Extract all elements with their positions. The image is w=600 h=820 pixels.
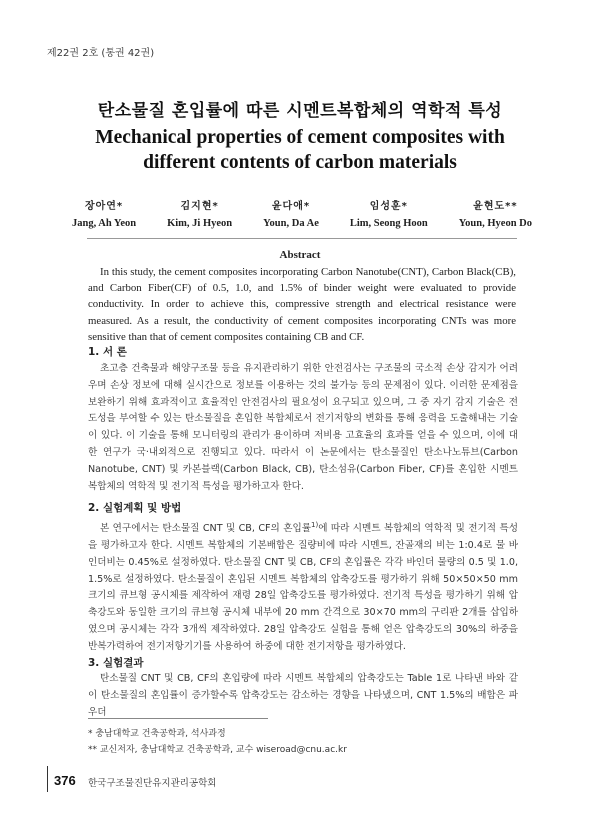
section-text-methods: [88, 517, 518, 656]
author: [459, 197, 532, 229]
author-english-name: Kim, Ji Hyeon: [167, 218, 233, 229]
author-english-name: Jang, Ah Yeon: [72, 218, 137, 229]
korean-title: 탄소물질 혼입률에 따른 시멘트복합체의 역학적 특성: [97, 101, 503, 121]
section-heading-results: 3. 실험결과: [88, 657, 144, 669]
methods-text-start: 본 연구에서는 탄소물질 CNT 및 CB, CF의 혼입률: [100, 523, 312, 535]
author-english-name: Youn, Hyeon Do: [458, 218, 532, 229]
reference-marker: 1): [311, 521, 319, 529]
author-korean-name: 김지현*: [180, 201, 219, 212]
page-number: 376: [54, 773, 76, 788]
author: [72, 197, 136, 229]
footnote-divider: [88, 718, 268, 719]
footnote-corresponding-author: ** 교신저자, 충남대학교 건축공학과, 교수 wiseroad@cnu.ac.kr: [88, 745, 347, 755]
author: [350, 197, 428, 229]
author-korean-name: 장아연*: [84, 201, 124, 212]
issue-info: 제22권 2호 (통권 42권): [47, 48, 155, 59]
english-title: Mechanical properties of cement composites with different contents of carbon materials: [95, 127, 505, 173]
abstract-heading: Abstract: [279, 249, 321, 261]
section-heading-methods: 2. 실험계획 및 방법: [88, 502, 182, 514]
journal-name: 한국구조물진단유지관리공학회: [88, 778, 217, 789]
author-list: [72, 197, 532, 229]
author: [263, 197, 319, 229]
footer-bar: [47, 766, 48, 792]
author-korean-name: 임성훈*: [369, 201, 408, 212]
author: [167, 197, 232, 229]
author-korean-name: 윤다애*: [271, 201, 311, 212]
author-korean-name: 윤현도**: [473, 201, 518, 212]
section-heading-introduction: 1. 서 론: [88, 346, 127, 358]
methods-text-rest: 에 따라 시멘트 복합체의 역학적 및 전기적 특성을 평가하고자 한다. 시멘트 복합체의 기본배합은 질량비에 따라 시멘트, 잔골재의 비는 1:0.4로 물 바인더비는 0.45%로 설정하였다. 탄소물질 CNT 및 CB, CF의 혼입률은 각각 바인더 물량의 0.5 및 1.0, 1.5%로 설정하였다. 탄소물질이 혼입된 시멘트 복합체의 압축강도를 평가하기 위해 50×50×50 mm 크기의 큐브형 공시체를 제작하여 재령 28일 압축강도를 평가하였다. 전기적 특성을 평가하기 위해 압축강도와 동일한 크기의 큐브형 공시체 내부에 20 mm 간격으로 30×70 mm의 구리판 2개를 삽입하였으며 공시체는 각각 3개씩 제작하였다. 28일 압축강도 실험을 통해 얻은 압축강도의 30%의 하중을 반복가력하여 전기저항기기를 사용하여 하중에 대한 전기저항을 평가하였다.: [88, 523, 518, 652]
author-english-name: Lim, Seong Hoon: [349, 218, 428, 229]
author-english-name: Youn, Da Ae: [263, 218, 319, 229]
section-text-results: 탄소물질 CNT 및 CB, CF의 혼입량에 따라 시멘트 복합체의 압축강도는 Table 1로 나타낸 바와 같이 탄소물질의 혼입률이 증가할수록 압축강도는 감소하는 경향을 나타냈으며, CNT 1.5%의 배합은 파우더: [88, 673, 518, 718]
footnote-affiliation: * 충남대학교 건축공학과, 석사과정: [88, 729, 226, 739]
section-text-introduction: 초고층 건축물과 해양구조물 등을 유지관리하기 위한 안전검사는 구조물의 국소적 손상 감지가 어려우며 손상 정보에 대해 실시간으로 정보를 이용하는 것의 불가능 등의 문제점이 있다. 이러한 문제점을 보완하기 위해 효과적이고 효율적인 안전검사의 필요성이 요구되고 있으며, 그 중 자기 감지 기술은 전도성을 부여할 수 있는 탄소물질을 혼입한 복합체로서 전기저항의 변화를 통해 응력을 도출해내는 기술이 있다. 이 기술을 통해 모니터링의 관리가 용이하며 저비용 고효율의 효과를 얻을 수 있으며, 이에 대한 연구가 국·내외적으로 진행되고 있다. 따라서 이 논문에서는 탄소물질인 탄소나노튜브(Carbon Nanotube, CNT) 및 카본블랙(Carbon Black, CB), 탄소섬유(Carbon Fiber, CF)를 혼입한 시멘트 복합체의 역학적 및 전기적 특성을 평가하고자 한다.: [88, 363, 518, 492]
abstract-text: In this study, the cement composites incorporating Carbon Nanotube(CNT), Carbon Black(CB), and Carbon Fiber(CF) of 0.5, 1.0, and 1.5% of binder weight were evaluated to provide conductivity. In order to achieve this, compressive strength and electrical resistance were measured. As a result, the conductivity of cement composites incorporating CNTs was more sensitive than that of cement composites containing CB and CF.: [88, 266, 516, 343]
divider: [87, 238, 517, 239]
